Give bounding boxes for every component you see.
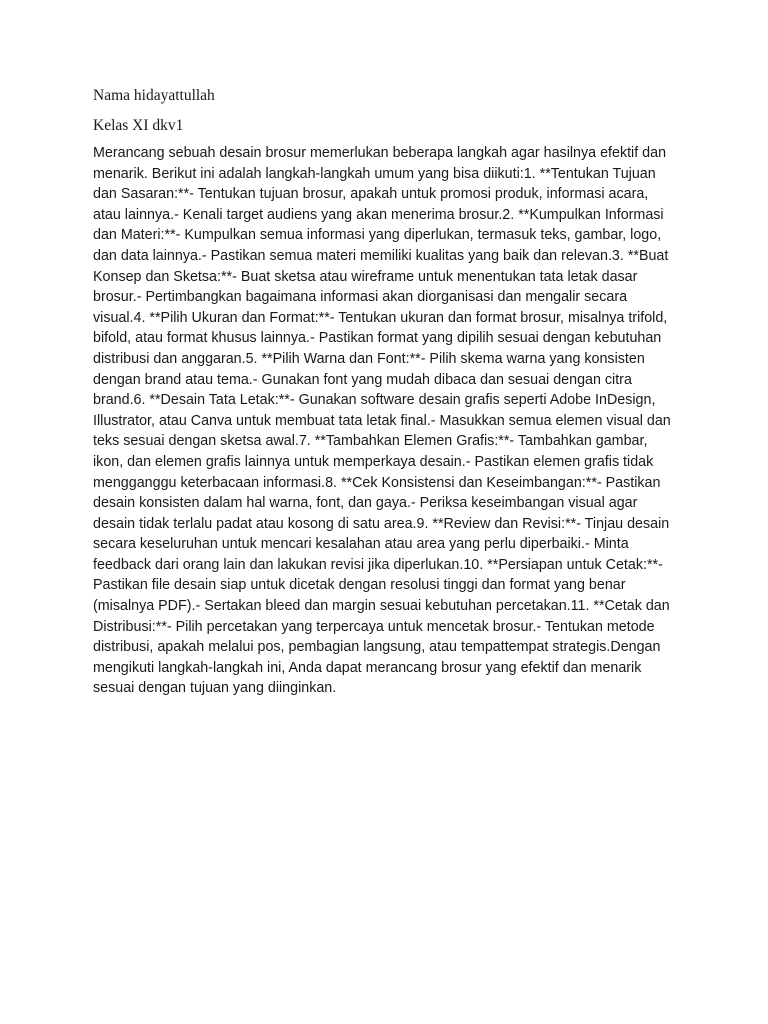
body-paragraph: Merancang sebuah desain brosur memerlukan beberapa langkah agar hasilnya efektif dan menarik. Berikut ini adalah langkah-langkah umum yang bisa diikuti:1. **Tentukan Tujuan dan Sasaran:**- Tentukan tujuan brosur, apakah untuk promosi produk, informasi acara, atau lainnya.- Kenali target audiens yang akan menerima brosur.2. **Kumpulkan Informasi dan Materi:**- Kumpulkan semua informasi yang diperlukan, termasuk teks, gambar, logo, dan data lainnya.- Pastikan semua materi memiliki kualitas yang baik dan relevan.3. **Buat Konsep dan Sketsa:**- Buat sketsa atau wireframe untuk menentukan tata letak dasar brosur.- Pertimbangkan bagaimana informasi akan diorganisasi dan mengalir secara visual.4. **Pilih Ukuran dan Format:**- Tentukan ukuran dan format brosur, misalnya trifold, bifold, atau format khusus lainnya.- Pastikan format yang dipilih sesuai dengan kebutuhan distribusi dan anggaran.5. **Pilih Warna dan Font:**- Pilih skema warna yang konsisten dengan brand atau tema.- Gunakan font yang mudah dibaca dan sesuai dengan citra brand.6. **Desain Tata Letak:**- Gunakan software desain grafis seperti Adobe InDesign, Illustrator, atau Canva untuk membuat tata letak final.- Masukkan semua elemen visual dan teks sesuai dengan sketsa awal.7. **Tambahkan Elemen Grafis:**- Tambahkan gambar, ikon, dan elemen grafis lainnya untuk memperkaya desain.- Pastikan elemen grafis tidak mengganggu keterbacaan informasi.8. **Cek Konsistensi dan Keseimbangan:**- Pastikan desain konsisten dalam hal warna, font, dan gaya.- Periksa keseimbangan visual agar desain tidak terlalu padat atau kosong di satu area.9. **Review dan Revisi:**- Tinjau desain secara keseluruhan untuk mencari kesalahan atau area yang perlu diperbaiki.- Minta feedback dari orang lain dan lakukan revisi jika diperlukan.10. **Persiapan untuk Cetak:**- Pastikan file desain siap untuk dicetak dengan resolusi tinggi dan format yang benar (misalnya PDF).- Sertakan bleed dan margin sesuai kebutuhan percetakan.11. **Cetak dan Distribusi:**- Pilih percetakan yang terpercaya untuk mencetak brosur.- Tentukan metode distribusi, apakah melalui pos, pembagian langsung, atau tempattempat strategis.Dengan mengikuti langkah-langkah ini, Anda dapat merancang brosur yang efektif dan menarik sesuai dengan tujuan yang diinginkan. [93, 145, 671, 697]
student-class-line: Kelas XI dkv1 [93, 117, 184, 134]
student-name-line: Nama hidayattullah [93, 87, 215, 104]
